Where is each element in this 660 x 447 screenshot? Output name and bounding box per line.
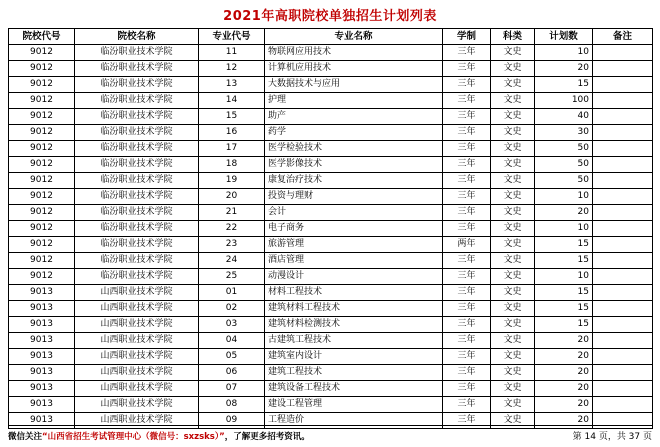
table-row (9, 237, 653, 253)
cell-major-name: 工程造价 (265, 413, 443, 429)
cell-major-name: 药学 (265, 125, 443, 141)
cell-major-code: 16 (199, 125, 265, 141)
cell-duration: 三年 (443, 173, 491, 189)
cell-school-code: 9013 (9, 397, 75, 413)
cell-category: 文史 (491, 333, 535, 349)
cell-duration: 三年 (443, 189, 491, 205)
cell-plan-count: 20 (535, 413, 593, 429)
cell-category: 文史 (491, 413, 535, 429)
cell-major-code: 09 (199, 413, 265, 429)
cell-remark (593, 141, 653, 157)
cell-school-name: 临汾职业技术学院 (75, 109, 199, 125)
cell-major-code: 01 (199, 285, 265, 301)
cell-remark (593, 381, 653, 397)
cell-remark (593, 109, 653, 125)
cell-category: 文史 (491, 269, 535, 285)
cell-duration: 三年 (443, 109, 491, 125)
cell-school-name: 山西职业技术学院 (75, 301, 199, 317)
cell-plan-count: 100 (535, 93, 593, 109)
column-header-duration: 学制 (443, 29, 491, 45)
cell-category: 文史 (491, 301, 535, 317)
cell-remark (593, 157, 653, 173)
cell-school-code: 9012 (9, 253, 75, 269)
cell-plan-count: 50 (535, 141, 593, 157)
cell-major-name: 投资与理财 (265, 189, 443, 205)
cell-remark (593, 365, 653, 381)
cell-duration: 三年 (443, 93, 491, 109)
cell-school-code: 9013 (9, 381, 75, 397)
cell-major-name: 建筑设备工程技术 (265, 381, 443, 397)
cell-remark (593, 269, 653, 285)
cell-major-code: 23 (199, 237, 265, 253)
cell-major-name: 建筑室内设计 (265, 349, 443, 365)
cell-major-name: 建筑材料检测技术 (265, 317, 443, 333)
cell-duration: 三年 (443, 301, 491, 317)
cell-major-code: 06 (199, 365, 265, 381)
cell-school-name: 山西职业技术学院 (75, 365, 199, 381)
cell-school-name: 山西职业技术学院 (75, 381, 199, 397)
cell-major-name: 动漫设计 (265, 269, 443, 285)
cell-school-code: 9012 (9, 221, 75, 237)
cell-major-name: 材料工程技术 (265, 285, 443, 301)
column-header-major-name: 专业名称 (265, 29, 443, 45)
column-header-remark: 备注 (593, 29, 653, 45)
cell-category: 文史 (491, 221, 535, 237)
cell-school-name: 临汾职业技术学院 (75, 189, 199, 205)
cell-duration: 三年 (443, 413, 491, 429)
cell-remark (593, 205, 653, 221)
cell-major-name: 医学检验技术 (265, 141, 443, 157)
cell-major-code: 20 (199, 189, 265, 205)
cell-school-code: 9012 (9, 157, 75, 173)
cell-major-code: 25 (199, 269, 265, 285)
cell-remark (593, 333, 653, 349)
cell-school-code: 9013 (9, 349, 75, 365)
cell-school-name: 临汾职业技术学院 (75, 93, 199, 109)
cell-major-code: 02 (199, 301, 265, 317)
cell-remark (593, 221, 653, 237)
cell-major-code: 03 (199, 317, 265, 333)
cell-school-code: 9013 (9, 333, 75, 349)
cell-major-code: 22 (199, 221, 265, 237)
cell-category: 文史 (491, 237, 535, 253)
cell-duration: 三年 (443, 317, 491, 333)
table-row (9, 109, 653, 125)
enrollment-plan-table (8, 28, 653, 429)
cell-school-code: 9013 (9, 413, 75, 429)
cell-category: 文史 (491, 125, 535, 141)
cell-category: 文史 (491, 317, 535, 333)
cell-plan-count: 15 (535, 317, 593, 333)
cell-remark (593, 237, 653, 253)
cell-plan-count: 20 (535, 61, 593, 77)
cell-category: 文史 (491, 285, 535, 301)
cell-school-code: 9012 (9, 93, 75, 109)
cell-major-name: 旅游管理 (265, 237, 443, 253)
table-row (9, 333, 653, 349)
cell-school-name: 临汾职业技术学院 (75, 61, 199, 77)
cell-major-code: 05 (199, 349, 265, 365)
cell-school-code: 9012 (9, 205, 75, 221)
cell-major-code: 04 (199, 333, 265, 349)
table-row (9, 381, 653, 397)
cell-duration: 三年 (443, 269, 491, 285)
cell-major-code: 19 (199, 173, 265, 189)
cell-remark (593, 317, 653, 333)
table-row (9, 397, 653, 413)
cell-remark (593, 285, 653, 301)
cell-remark (593, 125, 653, 141)
cell-plan-count: 20 (535, 349, 593, 365)
cell-plan-count: 30 (535, 125, 593, 141)
cell-plan-count: 15 (535, 237, 593, 253)
table-row (9, 253, 653, 269)
cell-remark (593, 397, 653, 413)
cell-category: 文史 (491, 61, 535, 77)
cell-school-name: 临汾职业技术学院 (75, 253, 199, 269)
cell-duration: 三年 (443, 349, 491, 365)
cell-major-code: 14 (199, 93, 265, 109)
cell-duration: 三年 (443, 125, 491, 141)
table-header (9, 29, 653, 45)
cell-school-code: 9012 (9, 237, 75, 253)
cell-plan-count: 10 (535, 269, 593, 285)
table-row (9, 45, 653, 61)
cell-school-name: 临汾职业技术学院 (75, 45, 199, 61)
cell-category: 文史 (491, 77, 535, 93)
table-row (9, 61, 653, 77)
cell-category: 文史 (491, 253, 535, 269)
cell-duration: 三年 (443, 397, 491, 413)
cell-category: 文史 (491, 349, 535, 365)
footer-note-prefix: 微信关注 (8, 432, 43, 442)
cell-major-name: 建设工程管理 (265, 397, 443, 413)
cell-major-name: 建筑工程技术 (265, 365, 443, 381)
table-row (9, 221, 653, 237)
page-title: 2021年高职院校单独招生计划列表 (223, 9, 437, 24)
cell-plan-count: 50 (535, 173, 593, 189)
page-footer (8, 425, 652, 442)
cell-major-code: 24 (199, 253, 265, 269)
table-row (9, 349, 653, 365)
column-header-major-code: 专业代号 (199, 29, 265, 45)
cell-category: 文史 (491, 205, 535, 221)
cell-major-code: 13 (199, 77, 265, 93)
cell-major-name: 古建筑工程技术 (265, 333, 443, 349)
cell-duration: 三年 (443, 61, 491, 77)
cell-plan-count: 15 (535, 253, 593, 269)
table-row (9, 365, 653, 381)
cell-plan-count: 40 (535, 109, 593, 125)
cell-duration: 三年 (443, 157, 491, 173)
cell-major-name: 助产 (265, 109, 443, 125)
cell-plan-count: 20 (535, 365, 593, 381)
cell-school-code: 9013 (9, 301, 75, 317)
cell-category: 文史 (491, 381, 535, 397)
cell-duration: 两年 (443, 237, 491, 253)
footer-note-highlight: “山西省招生考试管理中心（微信号：sxzsks）” (42, 432, 225, 442)
cell-major-name: 会计 (265, 205, 443, 221)
cell-school-code: 9012 (9, 109, 75, 125)
cell-major-name: 电子商务 (265, 221, 443, 237)
cell-category: 文史 (491, 93, 535, 109)
cell-duration: 三年 (443, 333, 491, 349)
cell-school-code: 9012 (9, 125, 75, 141)
cell-plan-count: 15 (535, 77, 593, 93)
table-row (9, 173, 653, 189)
cell-school-name: 山西职业技术学院 (75, 317, 199, 333)
cell-school-name: 山西职业技术学院 (75, 349, 199, 365)
cell-major-code: 12 (199, 61, 265, 77)
cell-school-name: 临汾职业技术学院 (75, 237, 199, 253)
cell-category: 文史 (491, 173, 535, 189)
cell-major-code: 18 (199, 157, 265, 173)
cell-school-name: 临汾职业技术学院 (75, 173, 199, 189)
cell-school-name: 山西职业技术学院 (75, 413, 199, 429)
cell-school-code: 9012 (9, 45, 75, 61)
cell-school-code: 9013 (9, 285, 75, 301)
cell-school-code: 9013 (9, 365, 75, 381)
cell-major-name: 酒店管理 (265, 253, 443, 269)
cell-major-name: 计算机应用技术 (265, 61, 443, 77)
cell-category: 文史 (491, 109, 535, 125)
table-row (9, 77, 653, 93)
cell-plan-count: 50 (535, 157, 593, 173)
cell-major-name: 建筑材料工程技术 (265, 301, 443, 317)
cell-duration: 三年 (443, 365, 491, 381)
table-row (9, 189, 653, 205)
cell-school-code: 9012 (9, 141, 75, 157)
table-row (9, 141, 653, 157)
cell-category: 文史 (491, 157, 535, 173)
table-row (9, 269, 653, 285)
cell-school-name: 临汾职业技术学院 (75, 125, 199, 141)
column-header-plan-count: 计划数 (535, 29, 593, 45)
footer-note (8, 430, 310, 442)
cell-school-name: 临汾职业技术学院 (75, 157, 199, 173)
cell-school-name: 临汾职业技术学院 (75, 205, 199, 221)
cell-plan-count: 15 (535, 301, 593, 317)
cell-major-name: 康复治疗技术 (265, 173, 443, 189)
cell-remark (593, 61, 653, 77)
cell-school-name: 临汾职业技术学院 (75, 141, 199, 157)
cell-plan-count: 10 (535, 221, 593, 237)
cell-school-name: 临汾职业技术学院 (75, 77, 199, 93)
cell-duration: 三年 (443, 141, 491, 157)
table-row (9, 93, 653, 109)
column-header-category: 科类 (491, 29, 535, 45)
cell-category: 文史 (491, 397, 535, 413)
cell-school-name: 山西职业技术学院 (75, 285, 199, 301)
cell-remark (593, 189, 653, 205)
cell-duration: 三年 (443, 253, 491, 269)
cell-major-name: 物联网应用技术 (265, 45, 443, 61)
cell-major-code: 08 (199, 397, 265, 413)
table-row (9, 285, 653, 301)
cell-school-code: 9012 (9, 61, 75, 77)
cell-school-code: 9012 (9, 77, 75, 93)
cell-major-code: 11 (199, 45, 265, 61)
cell-plan-count: 15 (535, 285, 593, 301)
table-row (9, 205, 653, 221)
cell-plan-count: 10 (535, 45, 593, 61)
table-row (9, 301, 653, 317)
cell-category: 文史 (491, 189, 535, 205)
cell-remark (593, 77, 653, 93)
column-header-school-name: 院校名称 (75, 29, 199, 45)
cell-remark (593, 253, 653, 269)
cell-major-code: 21 (199, 205, 265, 221)
cell-category: 文史 (491, 45, 535, 61)
column-header-school-code: 院校代号 (9, 29, 75, 45)
cell-category: 文史 (491, 365, 535, 381)
table-body (9, 45, 653, 429)
cell-category: 文史 (491, 141, 535, 157)
cell-remark (593, 93, 653, 109)
cell-school-name: 山西职业技术学院 (75, 333, 199, 349)
header-row (9, 29, 653, 45)
cell-plan-count: 20 (535, 397, 593, 413)
cell-major-code: 15 (199, 109, 265, 125)
cell-school-code: 9012 (9, 173, 75, 189)
cell-plan-count: 20 (535, 333, 593, 349)
cell-remark (593, 349, 653, 365)
cell-duration: 三年 (443, 221, 491, 237)
cell-major-code: 07 (199, 381, 265, 397)
cell-plan-count: 10 (535, 189, 593, 205)
cell-major-name: 护理 (265, 93, 443, 109)
cell-duration: 三年 (443, 381, 491, 397)
cell-duration: 三年 (443, 205, 491, 221)
table-row (9, 317, 653, 333)
cell-plan-count: 20 (535, 381, 593, 397)
cell-school-code: 9012 (9, 269, 75, 285)
cell-plan-count: 20 (535, 205, 593, 221)
cell-school-code: 9012 (9, 189, 75, 205)
cell-major-name: 大数据技术与应用 (265, 77, 443, 93)
cell-major-code: 17 (199, 141, 265, 157)
cell-remark (593, 45, 653, 61)
cell-school-name: 临汾职业技术学院 (75, 221, 199, 237)
cell-remark (593, 301, 653, 317)
cell-duration: 三年 (443, 45, 491, 61)
page-number: 第 14 页，共 37 页 (572, 432, 652, 442)
table-row (9, 157, 653, 173)
cell-school-name: 山西职业技术学院 (75, 397, 199, 413)
cell-duration: 三年 (443, 77, 491, 93)
cell-remark (593, 173, 653, 189)
table-row (9, 125, 653, 141)
footer-note-suffix: ，了解更多招考资讯。 (224, 432, 310, 442)
cell-school-name: 临汾职业技术学院 (75, 269, 199, 285)
cell-major-name: 医学影像技术 (265, 157, 443, 173)
cell-duration: 三年 (443, 285, 491, 301)
cell-school-code: 9013 (9, 317, 75, 333)
